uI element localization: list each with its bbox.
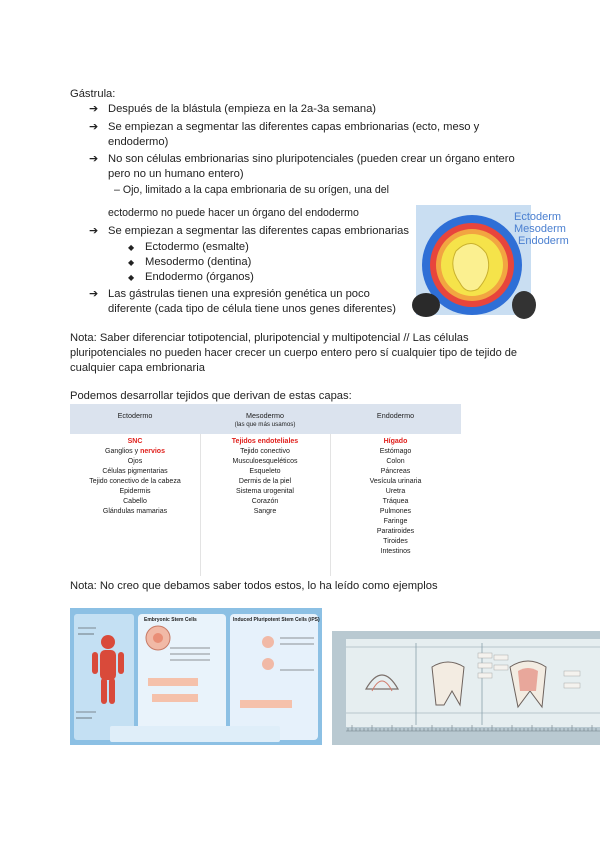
bullet-text: No son células embrionarias sino pluripotenciales (pueden crear un órgano entero — [108, 153, 515, 165]
bullet-text: Las gástrulas tienen una expresión genética un poco — [108, 288, 370, 300]
endo-item: Páncreas — [380, 468, 411, 475]
endo-item: Tiroides — [383, 538, 408, 545]
ecto-item: Cabello — [123, 498, 147, 505]
endo-first: Hígado — [383, 438, 408, 445]
meso-item: Sangre — [253, 508, 277, 515]
endo-item: Colon — [386, 458, 405, 465]
diamond-bullet-icon: ◆ — [128, 258, 135, 267]
arrow-bullet-icon: ➔ — [89, 225, 99, 237]
meso-item: Sistema urogenital — [236, 488, 294, 495]
endo-item: Faringe — [383, 518, 408, 525]
endoderm-label: Endoderm — [518, 235, 569, 247]
page-heading: Gástrula: — [70, 88, 116, 100]
mesoderm-label: Mesoderm — [514, 223, 566, 235]
stem-title-left: Embryonic Stem Cells — [144, 617, 197, 623]
ecto-item: Células pigmentarias — [102, 468, 168, 475]
bullet-text-cont: diferente (cada tipo de célula tiene unos genes diferentes) — [108, 303, 396, 315]
meso-item: Tejido conectivo — [240, 448, 290, 455]
note-line: pluripotenciales no pueden hacer crecer un cuerpo entero pero sí cualquier tipo de tejido de — [70, 347, 518, 359]
meso-item: Dermis de la piel — [238, 478, 292, 485]
endo-item: Paratiroides — [376, 528, 415, 535]
endo-item: Vesícula urinaria — [369, 478, 422, 485]
endo-item: Estómago — [379, 448, 412, 455]
ectoderm-label: Ectoderm — [514, 211, 562, 223]
sub-item: Ectodermo (esmalte) — [145, 241, 249, 253]
ecto-item: Glándulas mamarias — [102, 508, 168, 515]
ecto-item: Tejido conectivo de la cabeza — [89, 478, 181, 485]
arrow-bullet-icon: ➔ — [89, 153, 99, 165]
endo-item: Intestinos — [380, 548, 411, 555]
note-line: Nota: No creo que debamos saber todos estos, lo ha leído como ejemplos — [70, 580, 438, 592]
dash-note: – Ojo, limitado a la capa embrionaria de su orígen, una del — [114, 184, 390, 196]
bullet-text-cont: endodermo) — [108, 136, 169, 148]
endo-item: Pulmones — [379, 508, 412, 515]
teeth-diagram — [332, 631, 600, 745]
tissues-table — [70, 404, 461, 576]
stem-title-right: Induced Pluripotent Stem Cells (iPS) — [233, 617, 320, 623]
ecto-first: SNC — [127, 438, 143, 445]
endoderm-column — [330, 437, 461, 557]
bullet-text-cont: pero no un humano entero) — [108, 168, 244, 180]
bullet-text: Se empiezan a segmentar las diferentes capas embrionarias (ecto, meso y — [108, 121, 480, 133]
note-line: Nota: Saber diferenciar totipotencial, pluripotencial y multipotencial // Las células — [70, 332, 469, 344]
tissues-intro: Podemos desarrollar tejidos que derivan de estas capas: — [70, 390, 352, 402]
teeth-photo — [332, 631, 600, 745]
meso-subheader: (las que más usamos) — [234, 421, 296, 428]
meso-header: Mesodermo — [246, 411, 284, 420]
endo-item: Tráquea — [382, 498, 409, 505]
mesoderm-column — [200, 437, 330, 517]
arrow-bullet-icon: ➔ — [89, 103, 99, 115]
ecto-item: Epidermis — [119, 488, 151, 495]
arrow-bullet-icon: ➔ — [89, 288, 99, 300]
label-spacer — [517, 212, 531, 252]
meso-item: Musculoesqueléticos — [232, 458, 298, 465]
diamond-bullet-icon: ◆ — [128, 243, 135, 252]
dash-note-cont: ectodermo no puede hacer un órgano del endodermo — [108, 207, 359, 219]
sub-item: Endodermo (órganos) — [145, 271, 254, 283]
stem-cells-diagram — [70, 608, 322, 745]
ectoderm-column — [70, 437, 200, 517]
gastrula-photo — [416, 205, 569, 315]
diamond-bullet-icon: ◆ — [128, 273, 135, 282]
ecto-header: Ectodermo — [117, 411, 153, 420]
meso-first: Tejidos endoteliales — [231, 438, 299, 445]
ecto-item: Ojos — [127, 458, 143, 465]
stem-cells-photo — [70, 608, 322, 745]
bullet-text: Se empiezan a segmentar las diferentes capas embrionarias — [108, 225, 409, 237]
meso-item: Corazón — [251, 498, 279, 505]
arrow-bullet-icon: ➔ — [89, 121, 99, 133]
meso-item: Esqueleto — [249, 468, 281, 475]
note-line: cualquier capa embrionaria — [70, 362, 205, 374]
sub-item: Mesodermo (dentina) — [145, 256, 252, 268]
bullet-text: Después de la blástula (empieza en la 2a-3a semana) — [108, 103, 377, 115]
endo-header: Endodermo — [376, 411, 415, 420]
ecto-second: Ganglios y nervios — [105, 448, 165, 455]
endo-item: Uretra — [385, 488, 406, 495]
